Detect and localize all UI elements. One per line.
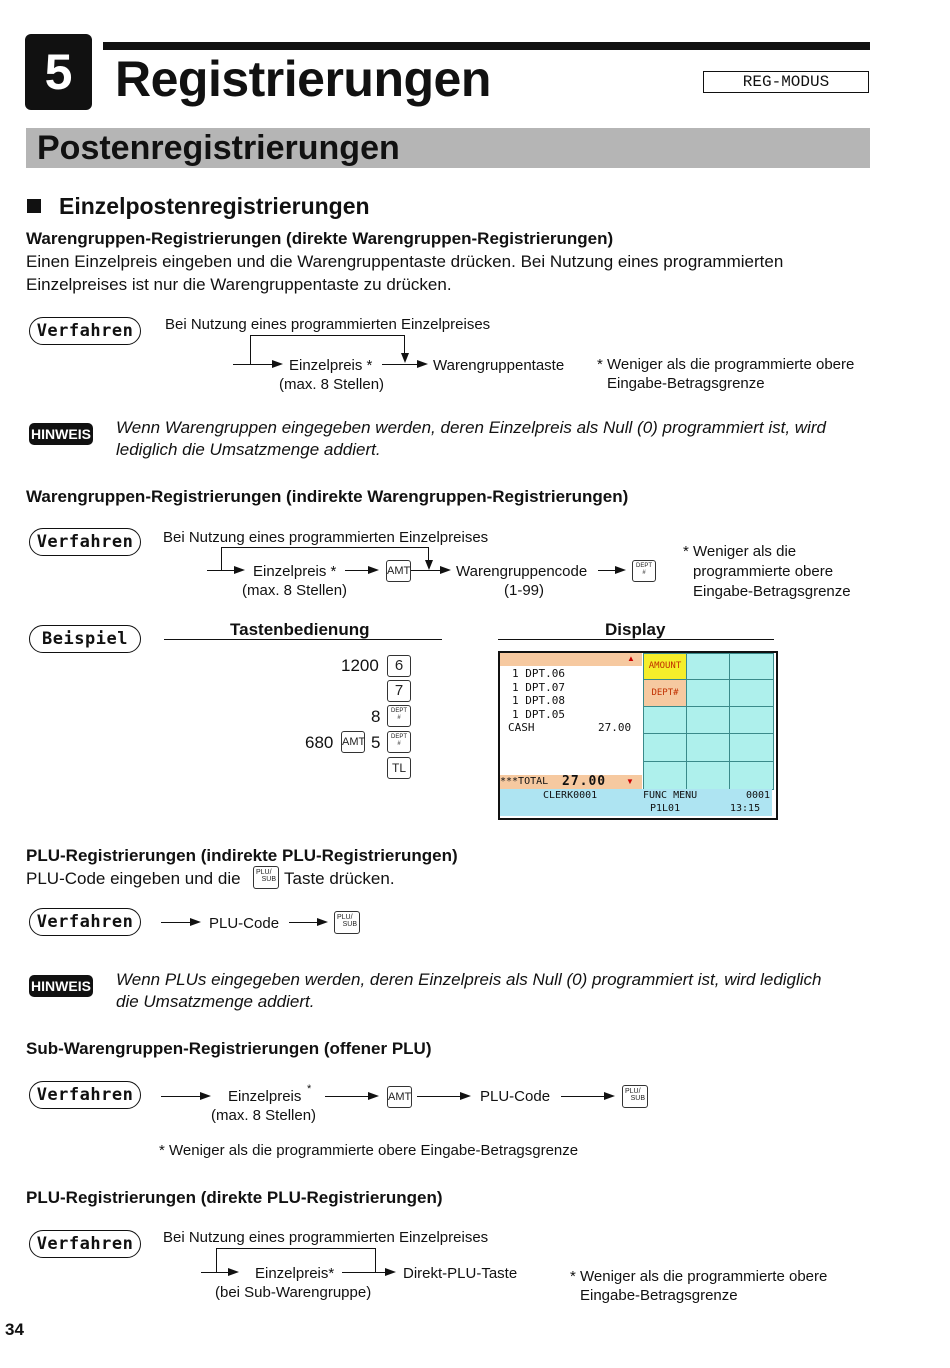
arrow-right-icon	[460, 1092, 471, 1100]
paragraph-line: Einzelpreises ist nur die Warengruppentaste zu drücken.	[26, 275, 452, 294]
display-grid-cell	[686, 761, 730, 790]
key-input-number: 5	[371, 733, 381, 752]
flow-line	[289, 922, 318, 923]
arrow-down-icon	[425, 560, 433, 570]
keys-heading: Tastenbedienung	[230, 620, 370, 639]
hint-text: Wenn Warengruppen eingegeben werden, deren Einzelpreis als Null (0) programmiert ist, wird	[116, 418, 826, 437]
display-grid-cell	[729, 706, 774, 734]
example-label: Beispiel	[29, 625, 141, 653]
numeric-key-icon: 6	[387, 655, 411, 677]
procedure-label: Verfahren	[29, 1230, 141, 1258]
display-grid-cell	[686, 679, 730, 707]
flow-line	[216, 1248, 376, 1249]
dept-key-icon	[387, 731, 411, 753]
key-legend: SUB	[630, 1095, 645, 1102]
arrow-right-icon	[190, 918, 201, 926]
key-legend: PLU/	[256, 869, 272, 876]
display-grid-cell	[643, 706, 687, 734]
display-grid-cell	[686, 653, 730, 680]
display-grid-cell	[686, 733, 730, 762]
status-clerk: CLERK0001	[543, 790, 598, 801]
hint-text: Wenn PLUs eingegeben werden, deren Einzelpreis als Null (0) programmiert ist, wird lediglich	[116, 970, 822, 989]
numeric-key-icon: 7	[387, 680, 411, 702]
step-label: Direkt-PLU-Taste	[403, 1265, 518, 1282]
display-header-band	[500, 653, 642, 666]
plu-sub-key-icon	[253, 866, 279, 889]
status-time: 13:15	[730, 803, 761, 814]
flow-line	[221, 547, 429, 548]
heading-rule	[498, 639, 774, 640]
step-label: Einzelpreis*	[255, 1265, 335, 1282]
bypass-label: Bei Nutzung eines programmierten Einzelpreises	[163, 1229, 489, 1246]
heading-direct-dept: Warengruppen-Registrierungen (direkte Warengruppen-Registrierungen)	[26, 229, 614, 248]
step-label: PLU-Code	[209, 915, 280, 932]
display-lines	[512, 667, 565, 721]
display-grid-cell	[729, 679, 774, 707]
key-input-number: 1200	[341, 656, 379, 675]
pos-display	[498, 651, 778, 820]
key-legend: #	[397, 715, 401, 721]
asterisk-mark: *	[307, 1083, 312, 1095]
key-legend: PLU/	[337, 914, 353, 921]
arrow-right-icon	[234, 566, 245, 574]
status-number: 0001	[746, 790, 771, 801]
flow-line	[216, 1248, 217, 1272]
arrow-right-icon	[417, 360, 428, 368]
status-func: FUNC MENU	[643, 790, 698, 801]
dept-key-icon	[632, 560, 656, 582]
heading-open-plu: Sub-Warengruppen-Registrierungen (offener PLU)	[26, 1039, 432, 1058]
mode-badge: REG-MODUS	[703, 71, 869, 93]
step-label: PLU-Code	[480, 1088, 551, 1105]
arrow-right-icon	[615, 566, 626, 574]
hint-text: lediglich die Umsatzmenge addiert.	[116, 440, 381, 459]
flow-line	[201, 1272, 229, 1273]
dept-key-icon	[387, 705, 411, 727]
footnote: * Weniger als die programmierte obere Eingabe-Betragsgrenze	[159, 1142, 579, 1159]
subsection-title: Einzelpostenregistrierungen	[59, 193, 370, 219]
flow-line	[375, 1248, 376, 1272]
amt-key-icon: AMT	[387, 1086, 412, 1108]
flow-line	[250, 335, 251, 364]
scroll-up-icon: ▲	[625, 654, 637, 665]
key-input-number: 8	[371, 707, 381, 726]
flow-line	[382, 364, 418, 365]
step-label: Warengruppentaste	[433, 357, 565, 374]
total-label: ***TOTAL	[500, 776, 549, 787]
flow-line	[345, 570, 369, 571]
dept-button-label: DEPT#	[651, 688, 679, 698]
key-legend: #	[642, 570, 646, 576]
key-legend: SUB	[342, 921, 357, 928]
footnote: Eingabe-Betragsgrenze	[580, 1287, 738, 1304]
display-grid-cell	[643, 733, 687, 762]
procedure-label: Verfahren	[29, 1081, 141, 1109]
amt-key-icon: AMT	[341, 731, 365, 753]
key-input-number: 680	[305, 733, 334, 752]
display-heading: Display	[605, 620, 666, 639]
flow-line	[161, 922, 191, 923]
paragraph-line: Einen Einzelpreis eingeben und die Warengruppentaste drücken. Bei Nutzung eines programmierten	[26, 252, 784, 271]
arrow-right-icon	[272, 360, 283, 368]
flow-line	[250, 335, 405, 336]
step-label: Warengruppencode	[456, 563, 588, 580]
amt-key-icon: AMT	[386, 560, 411, 582]
flow-line	[342, 1272, 386, 1273]
amount-button	[643, 653, 687, 680]
flow-line	[221, 547, 222, 570]
arrow-down-icon	[401, 353, 409, 363]
procedure-label: Verfahren	[29, 528, 141, 556]
key-legend: SUB	[261, 876, 276, 883]
plu-sub-key-icon	[334, 911, 360, 934]
display-grid-cell	[729, 761, 774, 790]
display-grid-cell	[729, 653, 774, 680]
display-grid-cell	[643, 761, 687, 790]
key-legend: PLU/	[625, 1088, 641, 1095]
step-label: Einzelpreis *	[253, 563, 337, 580]
flow-line	[404, 335, 405, 355]
step-sublabel: (bei Sub-Warengruppe)	[215, 1284, 372, 1301]
flow-line	[325, 1096, 369, 1097]
cash-value: 27.00	[598, 721, 632, 734]
procedure-label: Verfahren	[29, 908, 141, 936]
step-sublabel: (1-99)	[504, 582, 545, 599]
heading-rule	[164, 639, 442, 640]
cash-label: CASH	[508, 721, 535, 734]
bypass-label: Bei Nutzung eines programmierten Einzelpreises	[165, 316, 491, 333]
arrow-right-icon	[200, 1092, 211, 1100]
page-number: 34	[5, 1320, 24, 1339]
step-sublabel: (max. 8 Stellen)	[242, 582, 348, 599]
display-line: 1 DPT.06	[512, 667, 565, 680]
dept-button	[643, 679, 687, 707]
footnote: Eingabe-Betragsgrenze	[607, 375, 765, 392]
arrow-right-icon	[368, 1092, 379, 1100]
display-grid-cell	[686, 706, 730, 734]
arrow-right-icon	[604, 1092, 615, 1100]
hint-badge: HINWEIS	[29, 423, 93, 445]
bypass-label: Bei Nutzung eines programmierten Einzelpreises	[163, 529, 489, 546]
plu-sub-key-icon	[622, 1085, 648, 1108]
section-title: Postenregistrierungen	[37, 129, 400, 167]
key-legend: DEPT	[390, 708, 407, 714]
step-sublabel: (max. 8 Stellen)	[211, 1107, 317, 1124]
arrow-right-icon	[385, 1268, 396, 1276]
flow-line	[207, 570, 235, 571]
step-label: Einzelpreis *	[289, 357, 373, 374]
arrow-right-icon	[317, 918, 328, 926]
hint-text: die Umsatzmenge addiert.	[116, 992, 315, 1011]
procedure-label: Verfahren	[29, 317, 141, 345]
page-title: Registrierungen	[115, 51, 491, 107]
square-bullet-icon	[27, 199, 41, 213]
arrow-right-icon	[440, 566, 451, 574]
status-position: P1L01	[650, 803, 681, 814]
display-line: 1 DPT.07	[512, 680, 565, 694]
step-sublabel: (max. 8 Stellen)	[279, 376, 385, 393]
flow-line	[598, 570, 616, 571]
arrow-right-icon	[368, 566, 379, 574]
flow-line	[161, 1096, 201, 1097]
paragraph-text: PLU-Code eingeben und die	[26, 869, 241, 888]
chapter-number: 5	[25, 34, 92, 110]
footnote: Eingabe-Betragsgrenze	[693, 583, 851, 600]
footnote: * Weniger als die programmierte obere	[570, 1268, 828, 1285]
header-rule	[103, 42, 870, 50]
flow-line	[233, 364, 273, 365]
display-line: 1 DPT.05	[512, 707, 565, 721]
paragraph-text: Taste drücken.	[284, 869, 395, 888]
arrow-right-icon	[228, 1268, 239, 1276]
flow-line	[411, 570, 441, 571]
flow-line	[417, 1096, 461, 1097]
amount-button-label: AMOUNT	[648, 661, 682, 671]
tl-key-icon: TL	[387, 757, 411, 779]
flow-line	[428, 547, 429, 561]
display-grid-cell	[729, 733, 774, 762]
key-legend: #	[397, 741, 401, 747]
footnote: * Weniger als die	[683, 543, 797, 560]
flow-line	[561, 1096, 605, 1097]
heading-direct-plu: PLU-Registrierungen (direkte PLU-Registrierungen)	[26, 1188, 443, 1207]
step-label: Einzelpreis	[228, 1088, 302, 1105]
total-value: 27.00	[562, 774, 607, 789]
footnote: * Weniger als die programmierte obere	[597, 356, 855, 373]
heading-indirect-dept: Warengruppen-Registrierungen (indirekte Warengruppen-Registrierungen)	[26, 487, 629, 506]
display-line: 1 DPT.08	[512, 694, 565, 707]
hint-badge: HINWEIS	[29, 975, 93, 997]
key-legend: DEPT	[635, 563, 652, 569]
heading-indirect-plu: PLU-Registrierungen (indirekte PLU-Registrierungen)	[26, 846, 458, 865]
footnote: programmierte obere	[693, 563, 834, 580]
key-legend: DEPT	[390, 734, 407, 740]
scroll-down-icon: ▼	[626, 777, 634, 786]
